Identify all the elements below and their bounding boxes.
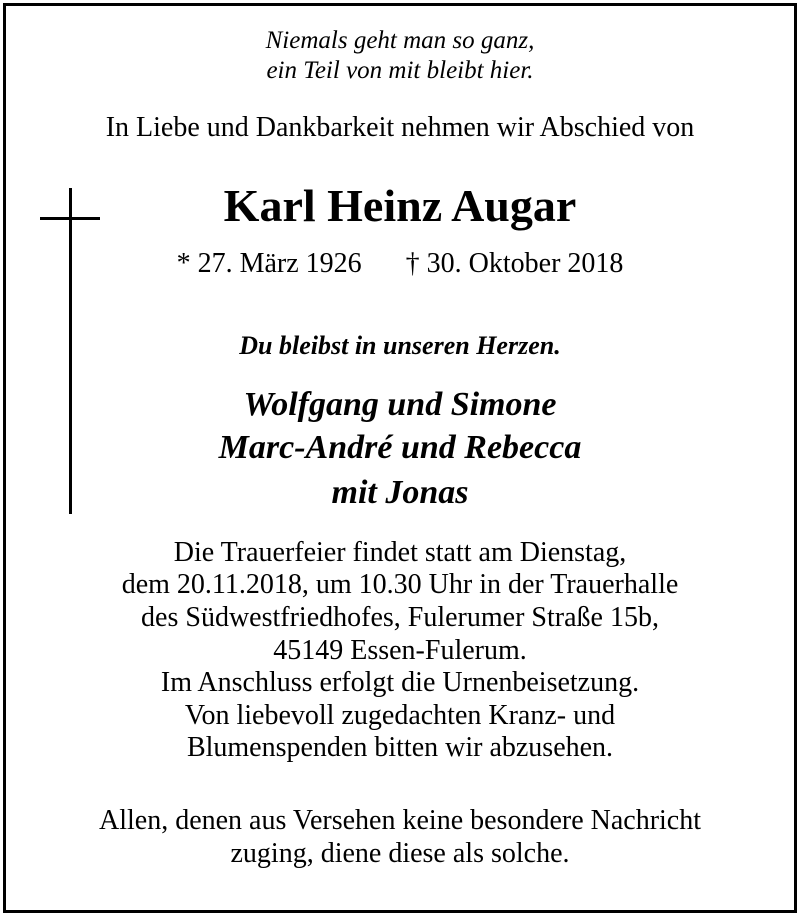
birth-date: * 27. März 1926 bbox=[176, 248, 362, 279]
family-line-3: mit Jonas bbox=[331, 474, 469, 511]
ceremony-line-4: 45149 Essen-Fulerum. bbox=[273, 635, 527, 666]
death-date: † 30. Oktober 2018 bbox=[405, 248, 624, 279]
intro-text: In Liebe und Dankbarkeit nehmen wir Abschied von bbox=[105, 112, 695, 143]
life-dates bbox=[0, 248, 800, 280]
ceremony-line-6: Von liebevoll zugedachten Kranz- und bbox=[184, 700, 616, 731]
family-line-2: Marc-André und Rebecca bbox=[218, 429, 582, 466]
closing-line-1: Allen, denen aus Versehen keine besondere Nachricht bbox=[98, 805, 702, 836]
motto-line-2: ein Teil von mit bleibt hier. bbox=[266, 57, 534, 84]
ceremony-line-5: Im Anschluss erfolgt die Urnenbeisetzung. bbox=[160, 667, 640, 698]
ceremony-line-1: Die Trauerfeier findet statt am Dienstag, bbox=[173, 537, 627, 568]
remembrance-line: Du bleibst in unseren Herzen. bbox=[239, 331, 561, 360]
motto-line-1: Niemals geht man so ganz, bbox=[265, 27, 535, 54]
ceremony-line-2: dem 20.11.2018, um 10.30 Uhr in der Trauerhalle bbox=[121, 569, 679, 600]
ceremony-line-3: des Südwestfriedhofes, Fulerumer Straße 15b, bbox=[141, 602, 659, 633]
family-line-1: Wolfgang und Simone bbox=[243, 386, 557, 423]
ceremony-line-7: Blumenspenden bitten wir abzusehen. bbox=[186, 732, 614, 763]
closing-line-2: zuging, diene diese als solche. bbox=[230, 838, 570, 869]
deceased-name: Karl Heinz Augar bbox=[223, 180, 577, 231]
